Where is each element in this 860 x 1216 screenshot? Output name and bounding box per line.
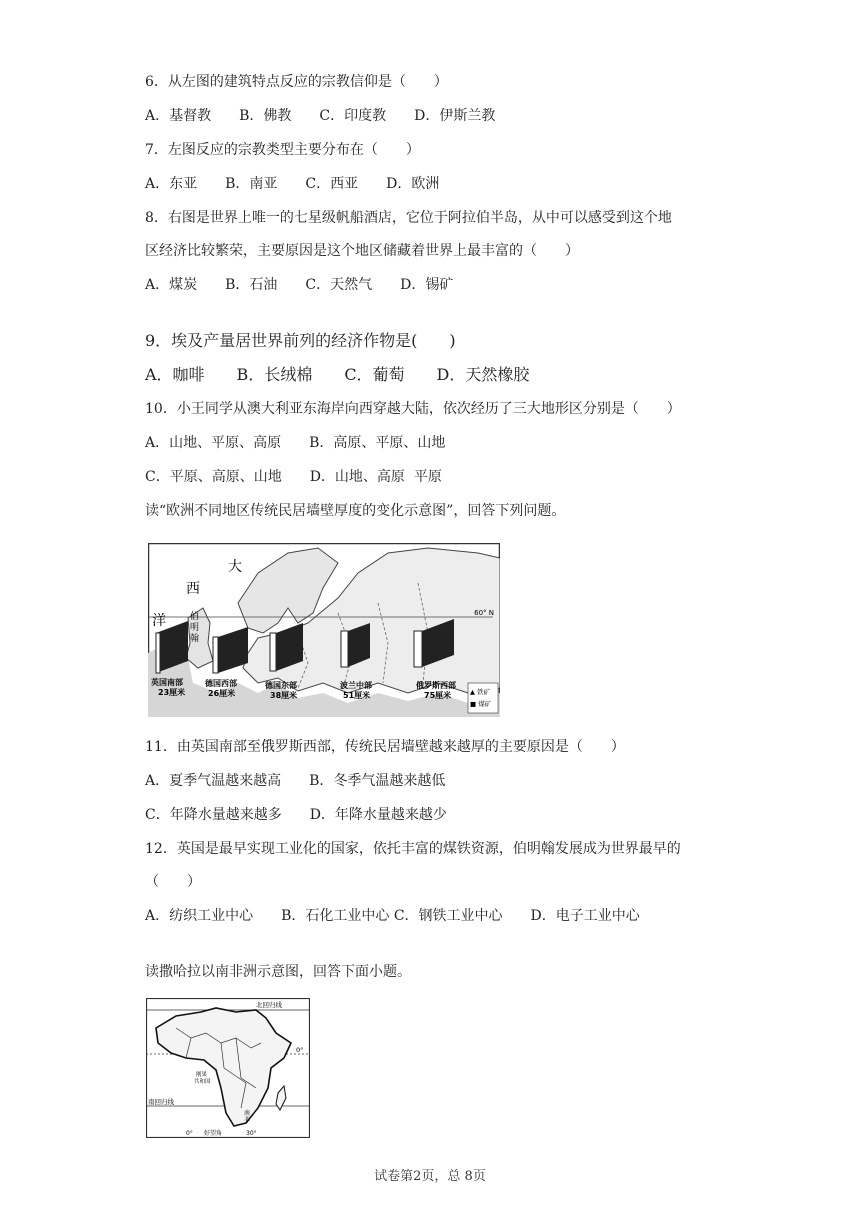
q6-text: 6．从左图的建筑特点反应的宗教信仰是（ ）: [145, 74, 448, 90]
wall-thickness-4: 51厘米: [343, 691, 371, 700]
legend-iron: ▲ 铁矿: [470, 688, 491, 696]
equator-label: 0°: [296, 1046, 304, 1054]
wall-region-2: 德国西部: [205, 679, 237, 688]
q7-text: 7．左图反应的宗教类型主要分布在（ ）: [145, 142, 420, 158]
europe-wall-thickness-map: [148, 543, 500, 721]
africa-intro: 读撒哈拉以南非洲示意图，回答下面小题。: [145, 964, 411, 980]
lon-0-label: 0°: [186, 1130, 193, 1137]
lat-60n-label: 60° N: [474, 609, 494, 617]
page-footer: 试卷第2页，总 8页: [374, 1169, 486, 1184]
wall-region-4: 波兰中部: [340, 681, 372, 690]
wall-thickness-2: 26厘米: [208, 689, 236, 698]
wall-region-3: 德国东部: [265, 681, 297, 690]
wall-thickness-3: 38厘米: [270, 691, 298, 700]
south-tropic-label: 南回归线: [148, 1098, 174, 1106]
q6-options: A．基督教 B．佛教 C．印度教 D．伊斯兰教: [145, 108, 496, 124]
wall-region-5: 俄罗斯西部: [416, 681, 456, 690]
wall-region-1: 英国南部: [151, 678, 183, 687]
wall-thickness-1: 23厘米: [158, 688, 186, 697]
congo-label-2: 共和国: [194, 1079, 211, 1085]
birmingham-label-1: 伯: [190, 612, 200, 622]
birmingham-label-3: 翰: [190, 634, 200, 644]
q10-options-2: C．平原、高原、山地 D．山地、高原 平原: [145, 469, 442, 485]
north-tropic-label: 北回归线: [256, 1001, 282, 1009]
q9-text: 9．埃及产量居世界前列的经济作物是( ): [145, 331, 456, 350]
south-africa-label-2: 非: [244, 1117, 251, 1124]
q10-options-1: A．山地、平原、高原 B．高原、平原、山地: [145, 435, 446, 451]
q12-options: A．纺织工业中心 B．石化工业中心 C．钢铁工业中心 D．电子工业中心: [145, 908, 640, 924]
q7-options: A．东亚 B．南亚 C．西亚 D．欧洲: [145, 176, 440, 192]
sub-saharan-africa-map: [146, 998, 310, 1142]
legend-coal: ■ 煤矿: [470, 700, 492, 708]
q8-text-line2: 区经济比较繁荣，主要原因是这个地区储藏着世界上最丰富的（ ）: [145, 243, 579, 259]
ocean-char-3: 洋: [152, 613, 166, 629]
q9-options: A．咖啡 B．长绒棉 C．葡萄 D．天然橡胶: [145, 365, 530, 384]
europe-intro: 读“欧洲不同地区传统民居墙壁厚度的变化示意图”，回答下列问题。: [145, 503, 566, 519]
q11-options-1: A．夏季气温越来越高 B．冬季气温越来越低: [145, 773, 446, 789]
ocean-char-1: 大: [228, 559, 242, 575]
q12-text-line2: （ ）: [145, 874, 201, 890]
congo-label-1: 刚果: [196, 1072, 208, 1078]
q8-text-line1: 8．右图是世界上唯一的七星级帆船酒店，它位于阿拉伯半岛，从中可以感受到这个地: [145, 210, 672, 226]
q12-text-line1: 12．英国是最早实现工业化的国家，依托丰富的煤铁资源，伯明翰发展成为世界最早的: [145, 841, 681, 857]
south-africa-label-1: 南: [244, 1110, 251, 1117]
lon-30-label: 30°: [246, 1130, 257, 1137]
birmingham-label-2: 明: [190, 623, 200, 633]
cape-label: 好望角: [204, 1130, 223, 1137]
ocean-char-2: 西: [186, 581, 200, 597]
q11-options-2: C．年降水量越来越多 D．年降水量越来越少: [145, 807, 447, 823]
wall-thickness-5: 75厘米: [424, 691, 452, 700]
q8-options: A．煤炭 B．石油 C．天然气 D．锡矿: [145, 277, 454, 293]
q10-text: 10．小王同学从澳大利亚东海岸向西穿越大陆，依次经历了三大地形区分别是（ ）: [145, 401, 681, 417]
q11-text: 11．由英国南部至俄罗斯西部，传统民居墙壁越来越厚的主要原因是（ ）: [145, 739, 625, 755]
